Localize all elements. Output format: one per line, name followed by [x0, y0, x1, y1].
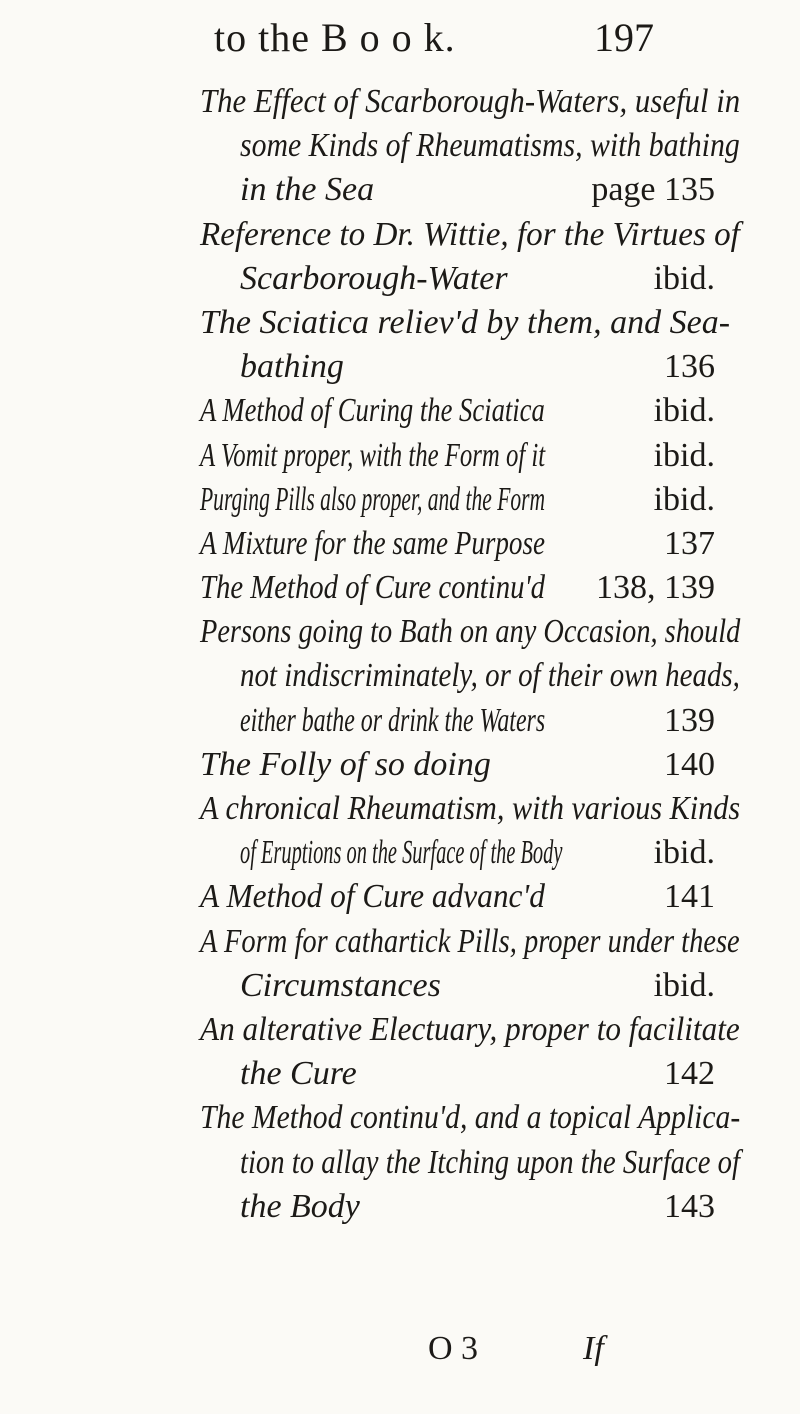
index-entry — [0, 566, 800, 610]
entry-line — [0, 124, 800, 168]
entry-text: A chronical Rheumatism, with various Kinds — [200, 790, 741, 827]
entry-text: A Mixture for the same Purpose — [200, 524, 546, 562]
entry-line — [0, 699, 800, 743]
page-reference: 141 — [664, 878, 715, 916]
entry-line — [0, 964, 800, 1008]
entry-line — [0, 654, 800, 698]
entry-text: The Method continu'd, and a topical Applica- — [200, 1099, 741, 1137]
page-number: 197 — [594, 15, 654, 60]
page-reference: 136 — [664, 348, 715, 386]
entry-text: A Method of Cure advanc'd — [200, 878, 545, 916]
entry-line — [0, 257, 800, 301]
entry-line — [0, 1141, 800, 1185]
entry-line — [0, 345, 800, 389]
entry-text: A Form for cathartick Pills, proper under these — [200, 922, 740, 960]
page-reference: ibid. — [653, 480, 715, 518]
index-entry — [0, 743, 800, 787]
page-reference: 137 — [664, 524, 715, 562]
page-reference: ibid. — [653, 966, 715, 1004]
entry-line — [0, 610, 800, 654]
entry-text: the Cure — [240, 1055, 357, 1093]
entry-text: Scarborough-Water — [240, 259, 508, 297]
page-reference: ibid. — [653, 259, 715, 297]
entry-text: The Folly of so doing — [200, 745, 491, 783]
entry-text: Reference to Dr. Wittie, for the Virtues of — [200, 215, 740, 253]
entry-line — [0, 478, 800, 522]
page-reference: page 135 — [591, 171, 715, 209]
entry-text: either bathe or drink the Waters — [240, 701, 546, 739]
entry-text: The Effect of Scarborough-Waters, useful in — [200, 83, 741, 120]
entry-text: Persons going to Bath on any Occasion, should — [200, 613, 741, 651]
entry-text: A Method of Curing the Sciatica — [200, 392, 545, 430]
index-entry — [0, 610, 800, 743]
entry-line — [0, 1052, 800, 1096]
entry-text: tion to allay the Itching upon the Surface of — [240, 1143, 740, 1181]
entry-line — [0, 168, 800, 212]
index-entry — [0, 787, 800, 875]
entry-line — [0, 434, 800, 478]
catchword: If — [583, 1330, 604, 1367]
entry-text: not indiscriminately, or of their own heads, — [240, 657, 740, 695]
entry-text: some Kinds of Rheumatisms, with bathing — [240, 127, 740, 165]
page-header — [0, 8, 800, 64]
index-entry — [0, 478, 800, 522]
entry-text: A Vomit proper, with the Form of it — [200, 436, 546, 474]
entry-line — [0, 301, 800, 345]
entry-text: The Sciatica reliev'd by them, and Sea- — [200, 303, 731, 341]
entry-line — [0, 920, 800, 964]
index-entry — [0, 434, 800, 478]
entry-line — [0, 743, 800, 787]
page-reference: 143 — [664, 1187, 715, 1225]
entry-text: The Method of Cure continu'd — [200, 569, 546, 607]
page-reference: 142 — [664, 1055, 715, 1093]
index-entry — [0, 522, 800, 566]
entry-line — [0, 1185, 800, 1229]
entry-text: bathing — [240, 348, 344, 386]
page-reference: ibid. — [653, 436, 715, 474]
entry-text: An alterative Electuary, proper to facilitate — [200, 1010, 740, 1048]
page-footer — [0, 1330, 800, 1390]
entry-line — [0, 389, 800, 433]
index-entry — [0, 920, 800, 1008]
page-reference: ibid. — [653, 392, 715, 430]
entry-text: Circumstances — [240, 966, 441, 1004]
entry-text: Purging Pills also proper, and the Form — [200, 480, 546, 518]
index-entry — [0, 875, 800, 919]
page-reference: ibid. — [653, 834, 715, 872]
entry-text: in the Sea — [240, 171, 375, 209]
entry-line — [0, 522, 800, 566]
page-reference: 140 — [664, 745, 715, 783]
entry-line — [0, 566, 800, 610]
index-entry — [0, 1096, 800, 1229]
entry-text: the Body — [240, 1187, 360, 1225]
page-reference: 138, 139 — [596, 569, 715, 607]
index-entry — [0, 1008, 800, 1096]
page-reference: 139 — [664, 701, 715, 739]
entry-line — [0, 787, 800, 831]
entry-line — [0, 831, 800, 875]
entry-line — [0, 213, 800, 257]
entry-text: of Eruptions on the Surface of the Body — [240, 834, 563, 872]
index-entry — [0, 301, 800, 389]
index-entries — [0, 80, 800, 1229]
index-entry — [0, 80, 800, 213]
signature-mark: O 3 — [428, 1330, 479, 1367]
entry-line — [0, 875, 800, 919]
entry-line — [0, 80, 800, 124]
index-entry — [0, 213, 800, 301]
index-entry — [0, 389, 800, 433]
running-title: to the B o o k. — [214, 15, 456, 60]
entry-line — [0, 1096, 800, 1140]
entry-line — [0, 1008, 800, 1052]
